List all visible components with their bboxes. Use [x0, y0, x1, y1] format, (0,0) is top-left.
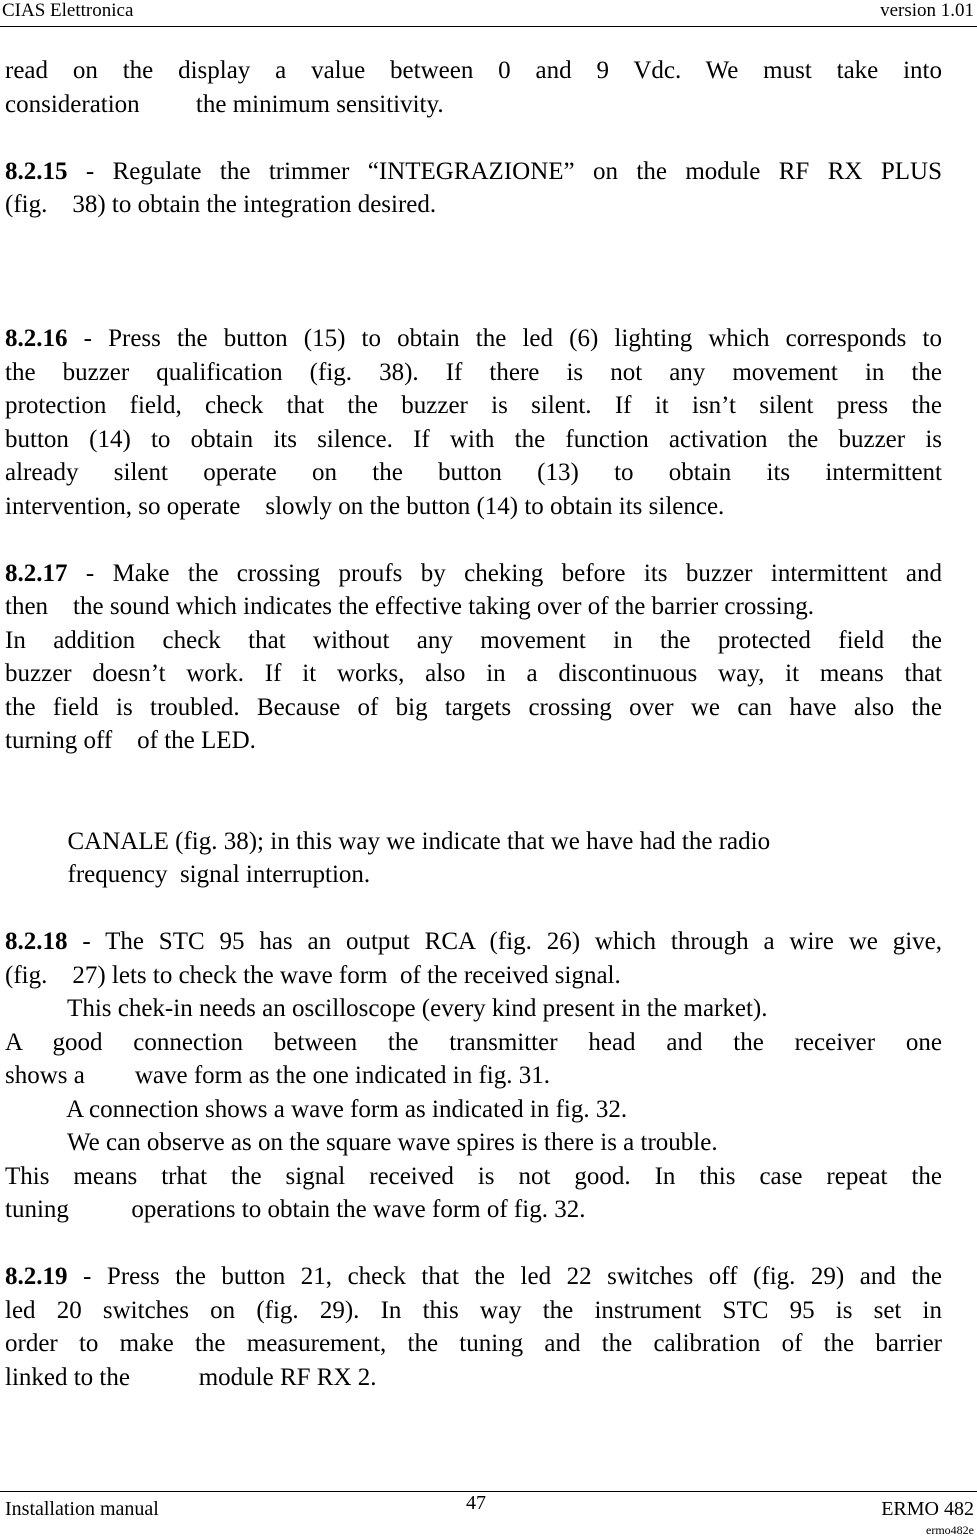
line-text: then the sound which indicates the effective taking over of the barrier crossing. [5, 593, 814, 620]
line-text: - Make the crossing proufs by cheking before its buzzer intermittent and [67, 559, 942, 587]
text-line [5, 1361, 942, 1395]
text-line [5, 389, 942, 423]
footer-code: ermo482e [926, 1523, 974, 1537]
text-line [5, 456, 942, 490]
text-line [5, 1193, 942, 1227]
line-text: shows a wave form as the one indicated in fig. 31. [5, 1062, 551, 1089]
line-text: A good connection between the transmitter head and the receiver one [5, 1028, 942, 1056]
line-text: the buzzer qualification (fig. 38). If there is not any movement in the [5, 358, 942, 386]
text-line [5, 858, 942, 892]
line-text: tuning operations to obtain the wave form of fig. 32. [5, 1196, 586, 1223]
line-text: A connection shows a wave form as indicated in fig. 32. [5, 1095, 628, 1123]
line-text: - The STC 95 has an output RCA (fig. 26) which through a wire we give, [67, 928, 942, 955]
line-text: - Regulate the trimmer “INTEGRAZIONE” on the module RF RX PLUS [67, 157, 942, 185]
line-text: already silent operate on the button (13) to obtain its intermittent [5, 459, 942, 486]
section-line [5, 1260, 942, 1294]
line-text: intervention, so operate slowly on the button (14) to obtain its silence. [5, 492, 725, 520]
line-text: read on the display a value between 0 and 9 Vdc. We must take into [5, 57, 942, 84]
text-line [5, 356, 942, 390]
line-text: buzzer doesn’t work. If it works, also in a discontinuous way, it means that [5, 660, 942, 687]
line-text: - Press the button (15) to obtain the led (6) lighting which corresponds to [67, 325, 942, 352]
section-number: 8.2.17 [5, 559, 68, 587]
blank-line [5, 1227, 942, 1261]
text-line [5, 724, 942, 758]
section-number: 8.2.15 [5, 157, 68, 185]
header-company: CIAS Elettronica [2, 0, 134, 21]
blank-line [5, 523, 942, 557]
text-line [5, 624, 942, 658]
page-number: 47 [466, 1492, 486, 1514]
line-text: button (14) to obtain its silence. If with the function activation the buzzer is [5, 425, 942, 453]
section-number: 8.2.16 [5, 325, 68, 352]
line-text: We can observe as on the square wave spires is there is a trouble. [5, 1129, 718, 1156]
line-text: In addition check that without any movement in the protected field the [5, 626, 942, 654]
text-line [5, 1093, 942, 1127]
line-text: frequency signal interruption. [5, 861, 371, 888]
line-text: turning off of the LED. [5, 727, 256, 754]
text-line [5, 423, 942, 457]
section-number: 8.2.18 [5, 928, 68, 955]
blank-line [5, 791, 942, 825]
text-line [5, 88, 942, 122]
footer-product: ERMO 482 [881, 1498, 974, 1520]
text-line [5, 657, 942, 691]
text-line [5, 54, 942, 88]
text-line [5, 1327, 942, 1361]
section-line [5, 557, 942, 591]
text-line [5, 1026, 942, 1060]
line-text: - Press the button 21, check that the led 22 switches off (fig. 29) and the [67, 1263, 942, 1290]
text-line [5, 1126, 942, 1160]
page-header [0, 0, 977, 27]
line-text: the field is troubled. Because of big targets crossing over we can have also the [5, 693, 942, 721]
line-text: order to make the measurement, the tuning and the calibration of the barrier [5, 1330, 942, 1357]
blank-line [5, 255, 942, 289]
text-line [5, 992, 942, 1026]
section-line [5, 155, 942, 189]
line-text: (fig. 27) lets to check the wave form of the received signal. [5, 961, 621, 989]
text-line [5, 1294, 942, 1328]
text-line [5, 590, 942, 624]
line-text: linked to the module RF RX 2. [5, 1363, 377, 1391]
text-line [5, 691, 942, 725]
footer-manual: Installation manual [5, 1498, 159, 1520]
line-text: This means trhat the signal received is not good. In this case repeat the [5, 1162, 942, 1190]
text-line [5, 825, 942, 859]
line-text: led 20 switches on (fig. 29). In this way the instrument STC 95 is set in [5, 1296, 942, 1324]
blank-line [5, 758, 942, 792]
blank-line [5, 121, 942, 155]
line-text: This chek-in needs an oscilloscope (every kind present in the market). [5, 995, 768, 1022]
text-line [5, 188, 942, 222]
section-line [5, 925, 942, 959]
text-line [5, 1059, 942, 1093]
line-text: CANALE (fig. 38); in this way we indicate that we have had the radio [5, 827, 771, 855]
text-line [5, 959, 942, 993]
blank-line [5, 222, 942, 256]
body-text [5, 54, 942, 1394]
line-text: consideration the minimum sensitivity. [5, 90, 444, 118]
line-text: protection field, check that the buzzer is silent. If it isn’t silent press the [5, 392, 942, 419]
section-line [5, 322, 942, 356]
blank-line [5, 892, 942, 926]
page-footer [0, 1491, 977, 1539]
text-line [5, 1160, 942, 1194]
section-number: 8.2.19 [5, 1263, 68, 1290]
text-line [5, 490, 942, 524]
header-version: version 1.01 [880, 0, 974, 21]
blank-line [5, 289, 942, 323]
line-text: (fig. 38) to obtain the integration desired. [5, 191, 437, 218]
